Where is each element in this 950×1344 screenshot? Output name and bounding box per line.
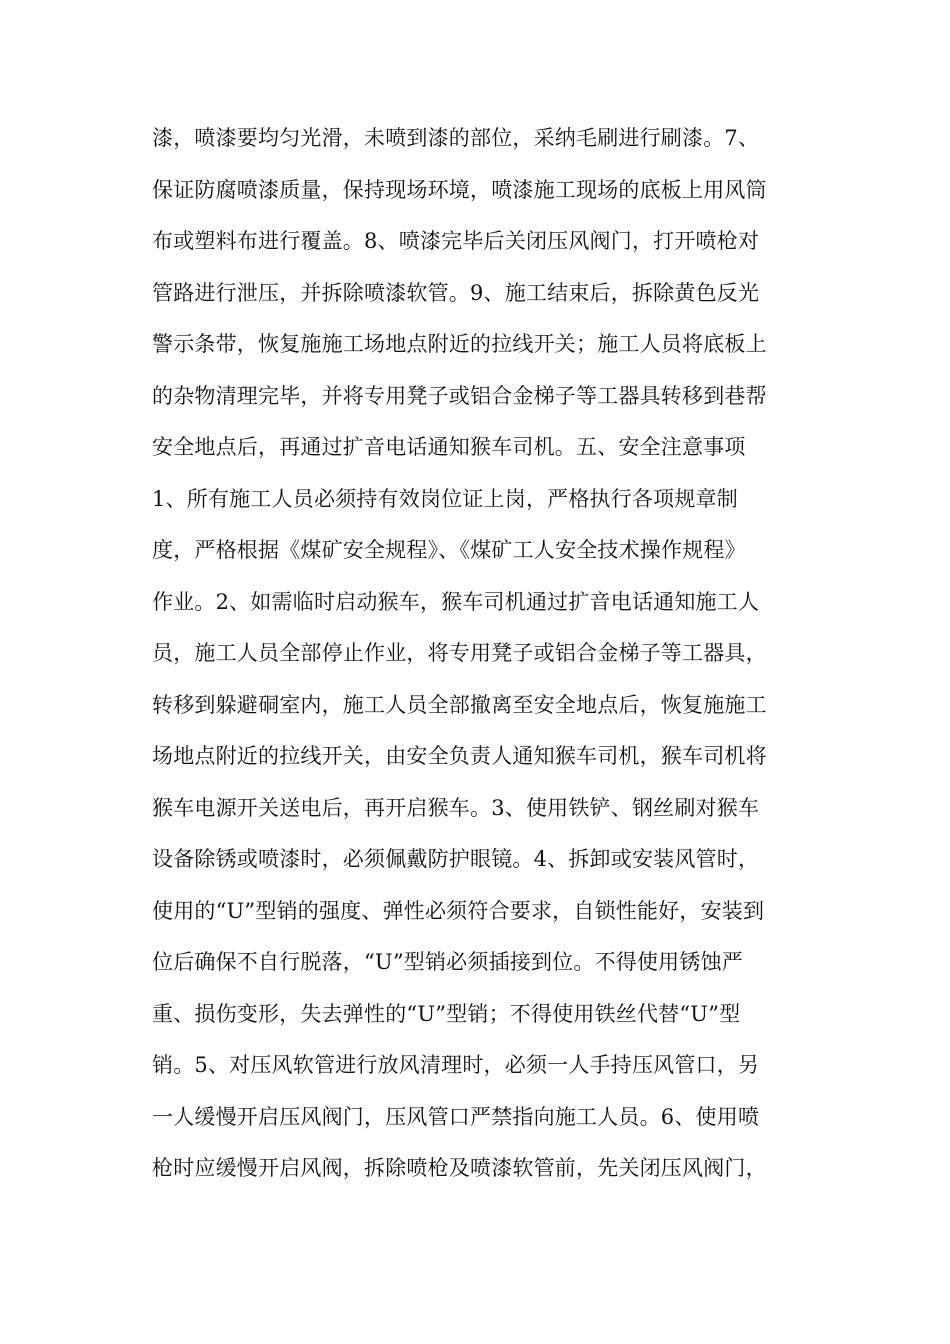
text-line: 漆，喷漆要均匀光滑，未喷到漆的部位，采纳毛刷进行刷漆。7、	[152, 126, 760, 150]
text-line: 枪时应缓慢开启风阀，拆除喷枪及喷漆软管前，先关闭压风阀门，	[152, 1156, 767, 1180]
text-line: 一人缓慢开启压风阀门，压风管口严禁指向施工人员。6、使用喷	[152, 1104, 760, 1129]
text-line: 重、损伤变形，失去弹性的“U”型销；不得使用铁丝代替“U”型	[152, 1001, 741, 1026]
text-line: 员，施工人员全部停止作业，将专用凳子或铝合金梯子等工器具，	[152, 641, 767, 665]
text-line: 度，严格根据《煤矿安全规程》、《煤矿工人安全技术操作规程》	[152, 538, 746, 562]
text-line: 设备除锈或喷漆时，必须佩戴防护眼镜。4、拆卸或安装风管时，	[152, 847, 760, 871]
body-text	[152, 118, 812, 1200]
text-line: 安全地点后，再通过扩音电话通知猴车司机。五、安全注意事项	[152, 435, 746, 459]
text-line: 场地点附近的拉线开关，由安全负责人通知猴车司机，猴车司机将	[152, 744, 767, 768]
text-line: 猴车电源开关送电后，再开启猴车。3、使用铁铲、钢丝刷对猴车	[152, 795, 760, 820]
text-line: 销。5、对压风软管进行放风清理时，必须一人手持压风管口，另	[152, 1053, 760, 1077]
text-line: 作业。2、如需临时启动猴车，猴车司机通过扩音电话通知施工人	[152, 589, 760, 614]
text-line: 布或塑料布进行覆盖。8、喷漆完毕后关闭压风阀门，打开喷枪对	[152, 229, 760, 253]
text-line: 的杂物清理完毕，并将专用凳子或铝合金梯子等工器具转移到巷帮	[152, 383, 767, 408]
text-line: 位后确保不自行脱落，“U”型销必须插接到位。不得使用锈蚀严	[152, 950, 743, 974]
text-line: 警示条带，恢复施施工场地点附近的拉线开关；施工人员将底板上	[152, 332, 767, 356]
text-line: 转移到躲避硐室内，施工人员全部撤离至安全地点后，恢复施施工	[152, 692, 767, 717]
text-line: 1、所有施工人员必须持有效岗位证上岗，严格执行各项规章制	[152, 486, 738, 511]
text-line: 保证防腐喷漆质量，保持现场环境，喷漆施工现场的底板上用风筒	[152, 177, 767, 202]
text-line: 管路进行泄压，并拆除喷漆软管。9、施工结束后，拆除黄色反光	[152, 280, 760, 305]
text-line: 使用的“U”型销的强度、弹性必须符合要求，自锁性能好，安装到	[152, 898, 765, 923]
